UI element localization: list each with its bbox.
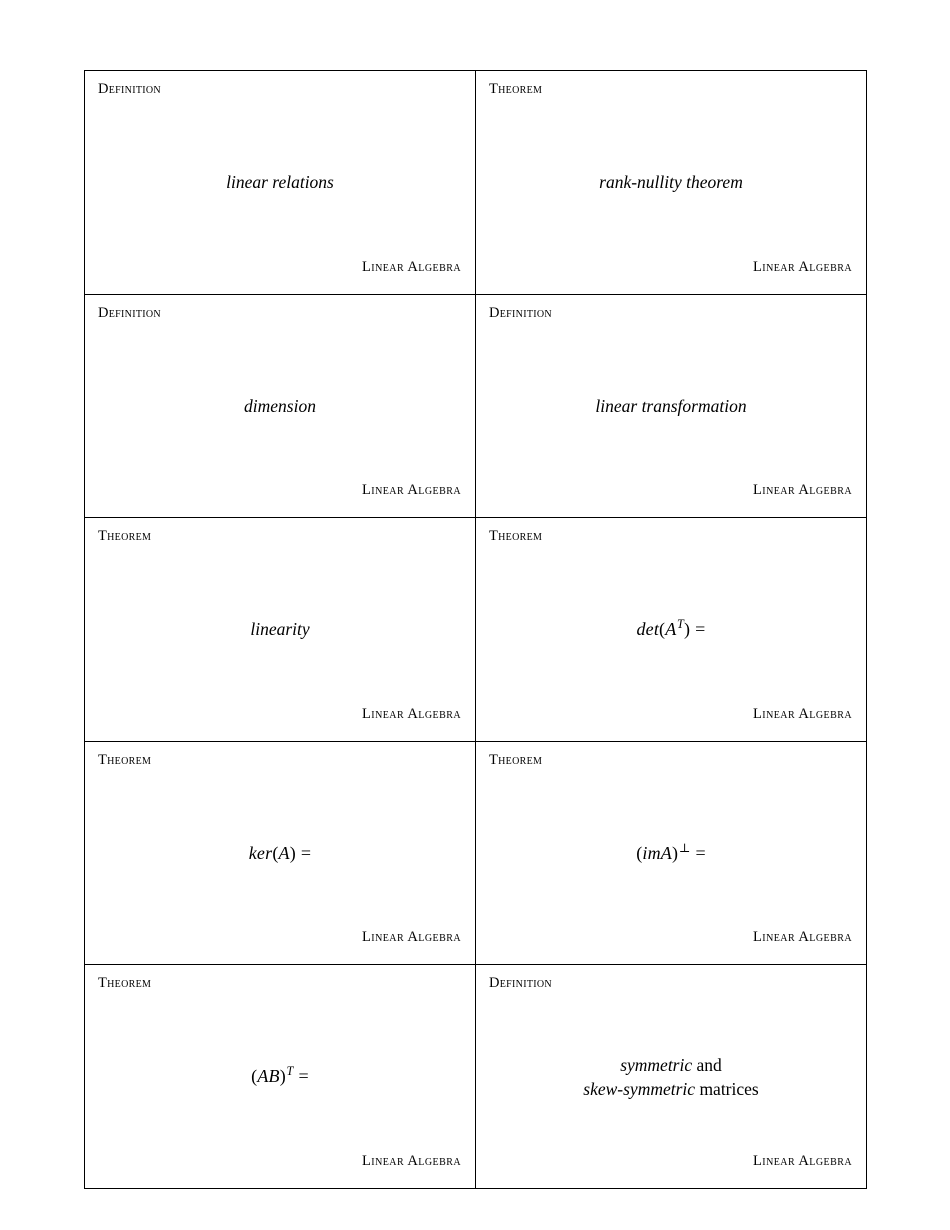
math-equals: = (298, 1066, 309, 1087)
card-title: linearity (250, 619, 310, 640)
flashcard[interactable] (85, 295, 476, 519)
card-title-line1-italic: symmetric (620, 1054, 693, 1075)
math-equals: = (695, 618, 706, 639)
flashcard[interactable] (476, 518, 867, 742)
math-open-paren: ( (659, 618, 666, 639)
card-source-label: Linear Algebra (361, 258, 461, 275)
card-kind-label: Theorem (98, 975, 152, 992)
math-function: ker (248, 842, 273, 863)
math-equals: = (300, 842, 312, 863)
card-row (85, 518, 867, 742)
card-source-label: Linear Algebra (361, 929, 461, 946)
flashcard[interactable] (85, 71, 476, 295)
card-source-label: Linear Algebra (361, 482, 461, 499)
math-base: A (278, 842, 290, 863)
flashcard-sheet (84, 70, 867, 1189)
card-row (85, 965, 867, 1189)
math-base: imA (642, 842, 673, 863)
card-source-label: Linear Algebra (752, 482, 852, 499)
card-kind-label: Theorem (489, 528, 543, 545)
card-title-line2-italic: skew-symmetric (583, 1078, 696, 1099)
math-base: A (665, 618, 677, 639)
card-title: linear relations (226, 172, 334, 193)
flashcard[interactable] (85, 965, 476, 1189)
card-kind-label: Theorem (98, 751, 152, 768)
card-title-line1-roman: and (696, 1054, 722, 1075)
card-kind-label: Definition (489, 975, 552, 992)
card-title: rank-nullity theorem (599, 172, 743, 193)
flashcard[interactable] (476, 965, 867, 1189)
card-kind-label: Definition (98, 81, 161, 97)
card-source-label: Linear Algebra (752, 1152, 852, 1169)
card-kind-label: Theorem (98, 528, 152, 545)
flashcard[interactable] (476, 295, 867, 519)
card-math-expression (636, 616, 706, 640)
card-row (85, 742, 867, 966)
math-base: AB (257, 1066, 280, 1087)
math-superscript: T (286, 1064, 294, 1079)
math-superscript: T (676, 616, 684, 631)
math-function: det (636, 618, 660, 639)
card-row (85, 295, 867, 519)
flashcard[interactable] (476, 742, 867, 966)
math-close-paren: ) (279, 1066, 286, 1087)
flashcard[interactable] (476, 71, 867, 295)
card-math-expression (249, 843, 312, 864)
card-title (583, 1053, 758, 1101)
card-title: linear transformation (595, 395, 747, 416)
card-source-label: Linear Algebra (752, 705, 852, 722)
card-row (85, 71, 867, 295)
card-title-line2-roman: matrices (699, 1078, 759, 1099)
math-close-paren: ) (672, 842, 679, 863)
card-source-label: Linear Algebra (752, 929, 852, 946)
math-close-paren: ) (683, 618, 691, 639)
card-title: dimension (244, 395, 316, 416)
math-open-paren: ( (251, 1066, 258, 1087)
card-kind-label: Theorem (489, 751, 543, 768)
card-source-label: Linear Algebra (361, 705, 461, 722)
card-source-label: Linear Algebra (752, 258, 852, 275)
card-math-expression (636, 840, 706, 864)
card-math-expression (251, 1066, 309, 1087)
math-perp-superscript: ⊥ (678, 840, 691, 855)
flashcard[interactable] (85, 518, 476, 742)
math-close-paren: ) (289, 842, 296, 863)
card-kind-label: Definition (489, 304, 552, 321)
math-equals: = (695, 842, 706, 863)
flashcard[interactable] (85, 742, 476, 966)
math-open-paren: ( (272, 842, 279, 863)
card-kind-label: Theorem (489, 81, 543, 97)
math-open-paren: ( (636, 842, 643, 863)
card-kind-label: Definition (98, 304, 161, 321)
card-source-label: Linear Algebra (361, 1152, 461, 1169)
